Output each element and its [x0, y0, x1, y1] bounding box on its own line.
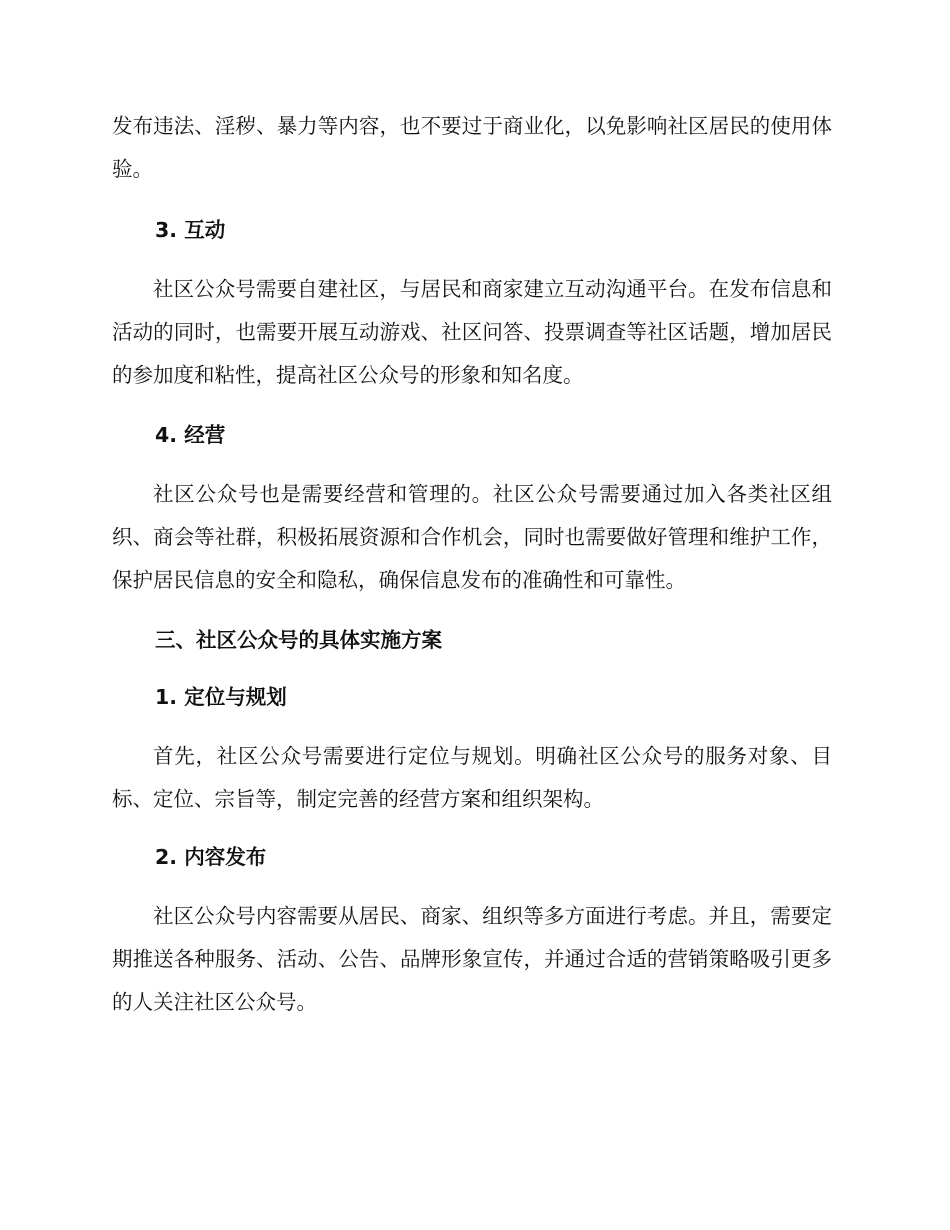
paragraph: 社区公众号也是需要经营和管理的。社区公众号需要通过加入各类社区组织、商会等社群，积极拓展资源和合作机会，同时也需要做好管理和维护工作，保护居民信息的安全和隐私，确保信息发布的准确性和可靠性。 — [112, 482, 832, 592]
paragraph: 社区公众号内容需要从居民、商家、组织等多方面进行考虑。并且，需要定期推送各种服务、活动、公告、品牌形象宣传，并通过合适的营销策略吸引更多的人关注社区公众号。 — [112, 904, 832, 1014]
section-heading: 1. 定位与规划 — [155, 685, 287, 709]
chapter-heading: 三、社区公众号的具体实施方案 — [155, 628, 442, 652]
paragraph: 发布违法、淫秽、暴力等内容，也不要过于商业化，以免影响社区居民的使用体验。 — [112, 114, 832, 181]
section-heading: 2. 内容发布 — [155, 845, 267, 869]
paragraph: 社区公众号需要自建社区，与居民和商家建立互动沟通平台。在发布信息和活动的同时，也需要开展互动游戏、社区问答、投票调查等社区话题，增加居民的参加度和粘性，提高社区公众号的形象和知名度。 — [112, 277, 832, 387]
section-heading: 4. 经营 — [155, 423, 226, 447]
section-heading: 3. 互动 — [155, 218, 226, 242]
paragraph: 首先，社区公众号需要进行定位与规划。明确社区公众号的服务对象、目标、定位、宗旨等，制定完善的经营方案和组织架构。 — [112, 744, 832, 811]
